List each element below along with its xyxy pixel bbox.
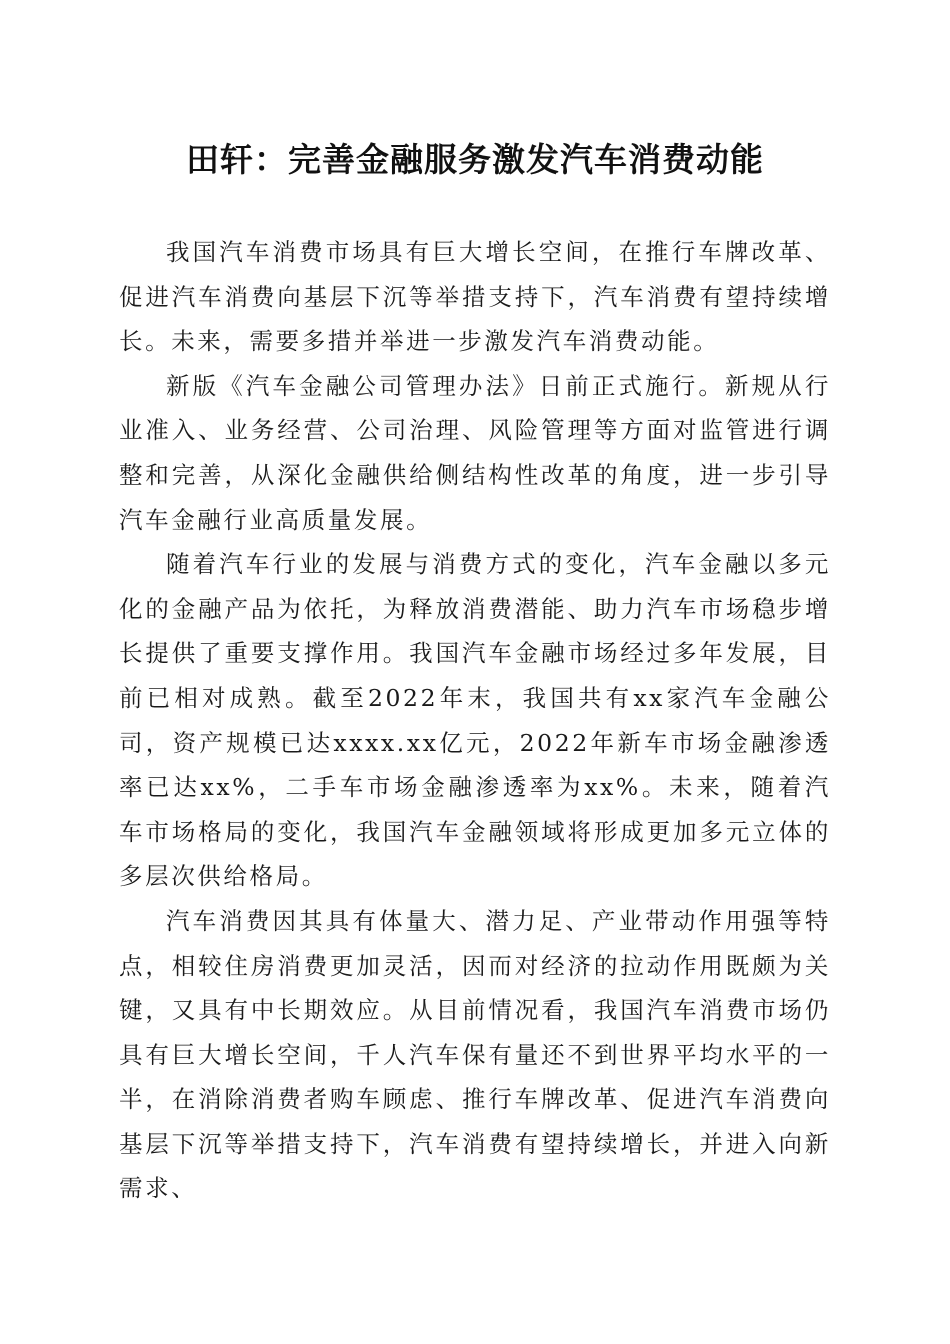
paragraph-3: 随着汽车行业的发展与消费方式的变化，汽车金融以多元化的金融产品为依托，为释放消费潜能、助力汽车市场稳步增长提供了重要支撑作用。我国汽车金融市场经过多年发展，目前已相对成熟。截至2022年末，我国共有xx家汽车金融公司，资产规模已达xxxx.xx亿元，2022年新车市场金融渗透率已达xx%，二手车市场金融渗透率为xx%。未来，随着汽车市场格局的变化，我国汽车金融领域将形成更加多元立体的多层次供给格局。 — [119, 550, 831, 891]
paragraph-4: 汽车消费因其具有体量大、潜力足、产业带动作用强等特点，相较住房消费更加灵活，因而对经济的拉动作用既颇为关键，又具有中长期效应。从目前情况看，我国汽车消费市场仍具有巨大增长空间，千人汽车保有量还不到世界平均水平的一半，在消除消费者购车顾虑、推行车牌改革、促进汽车消费向基层下沉等举措支持下，汽车消费有望持续增长，并进入向新需求、 — [119, 906, 831, 1203]
paragraph-2: 新版《汽车金融公司管理办法》日前正式施行。新规从行业准入、业务经营、公司治理、风险管理等方面对监管进行调整和完善，从深化金融供给侧结构性改革的角度，进一步引导汽车金融行业高质量发展。 — [119, 371, 831, 534]
document-body — [119, 230, 831, 1211]
paragraph-1: 我国汽车消费市场具有巨大增长空间，在推行车牌改革、促进汽车消费向基层下沉等举措支持下，汽车消费有望持续增长。未来，需要多措并举进一步激发汽车消费动能。 — [119, 238, 831, 356]
document-title: 田轩：完善金融服务激发汽车消费动能 — [186, 140, 764, 179]
